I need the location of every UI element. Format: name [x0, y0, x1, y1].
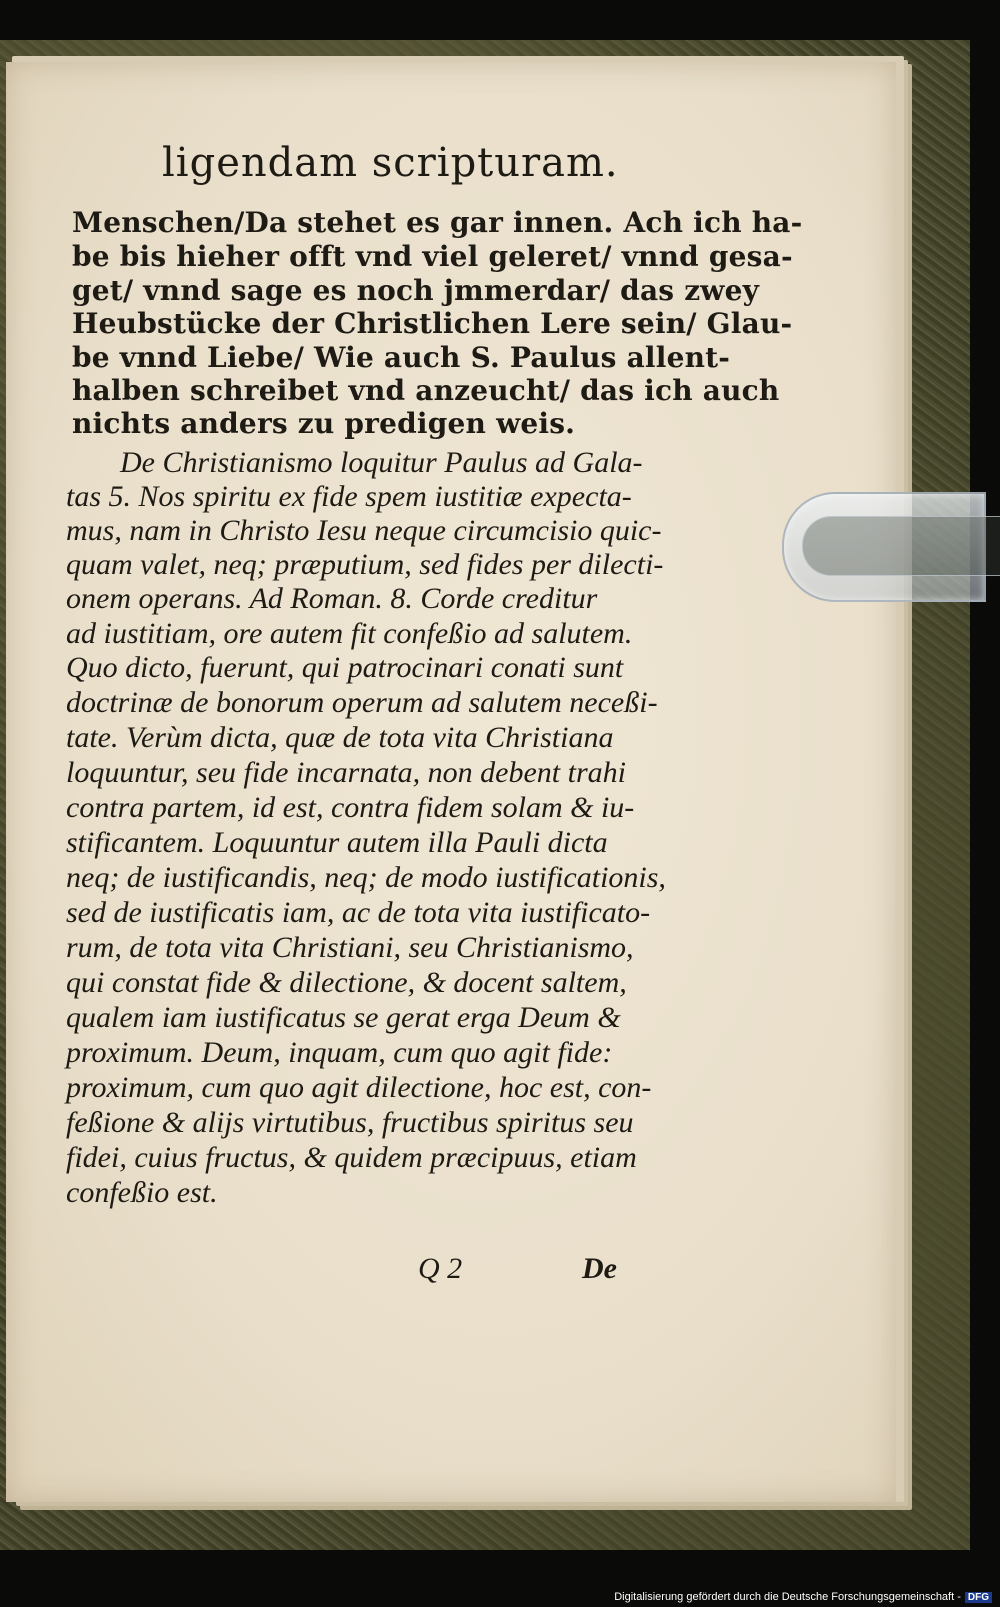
dfg-logo: DFG	[965, 1592, 992, 1603]
german-line: get/ vnnd sage es noch jmmerdar/ das zwey	[72, 274, 760, 307]
latin-line: sed de iustificatis iam, ac de tota vita iustificato-	[66, 896, 651, 929]
latin-line: quam valet, neq; præputium, sed fides per dilecti-	[66, 548, 664, 581]
german-line: halben schreibet vnd anzeucht/ das ich auch	[72, 374, 780, 407]
latin-line: confeßio est.	[66, 1176, 218, 1209]
signature-mark: Q 2	[418, 1252, 463, 1285]
german-line: nichts anders zu predigen weis.	[72, 407, 576, 440]
german-line: be vnnd Liebe/ Wie auch S. Paulus allent-	[72, 341, 731, 374]
page-clip-slot	[802, 516, 1000, 576]
latin-line: ad iustitiam, ore autem fit confeßio ad salutem.	[66, 617, 633, 650]
latin-line: rum, de tota vita Christiani, seu Christianismo,	[66, 931, 634, 964]
running-heading: ligendam scripturam.	[162, 140, 619, 186]
latin-line: tas 5. Nos spiritu ex fide spem iustitiæ expecta-	[66, 480, 632, 513]
latin-line: fidei, cuius fructus, & quidem præcipuus, etiam	[66, 1141, 637, 1174]
latin-line: proximum, cum quo agit dilectione, hoc est, con-	[66, 1071, 652, 1104]
latin-line: qui constat fide & dilectione, & docent saltem,	[66, 966, 627, 999]
credit-text: Digitalisierung gefördert durch die Deutsche Forschungsgemeinschaft -	[614, 1591, 961, 1603]
latin-line: De Christianismo loquitur Paulus ad Gala-	[120, 446, 643, 479]
latin-line: mus, nam in Christo Iesu neque circumcisio quic-	[66, 514, 662, 547]
latin-line: doctrinæ de bonorum operum ad salutem neceßi-	[66, 686, 658, 719]
page-clip	[782, 492, 986, 602]
latin-line: proximum. Deum, inquam, cum quo agit fide:	[66, 1036, 613, 1069]
latin-line: tate. Verùm dicta, quæ de tota vita Christiana	[66, 721, 614, 754]
latin-line: feßione & alijs virtutibus, fructibus spiritus seu	[66, 1106, 634, 1139]
german-line: Heubstücke der Christlichen Lere sein/ Glau-	[72, 307, 793, 340]
latin-line: loquuntur, seu fide incarnata, non debent trahi	[66, 756, 626, 789]
latin-line: Quo dicto, fuerunt, qui patrocinari conati sunt	[66, 651, 624, 684]
latin-line: onem operans. Ad Roman. 8. Corde creditur	[66, 582, 598, 615]
catchword: De	[582, 1252, 617, 1285]
latin-line: contra partem, id est, contra fidem solam & iu-	[66, 791, 635, 824]
latin-line: stificantem. Loquuntur autem illa Pauli dicta	[66, 826, 608, 859]
german-line: Menschen/Da stehet es gar innen. Ach ich ha-	[72, 206, 803, 239]
latin-line: neq; de iustificandis, neq; de modo iustificationis,	[66, 861, 666, 894]
german-line: be bis hieher offt vnd viel geleret/ vnnd gesa-	[72, 240, 793, 273]
digitization-credit	[614, 1591, 992, 1603]
latin-line: qualem iam iustificatus se gerat erga Deum &	[66, 1001, 621, 1034]
